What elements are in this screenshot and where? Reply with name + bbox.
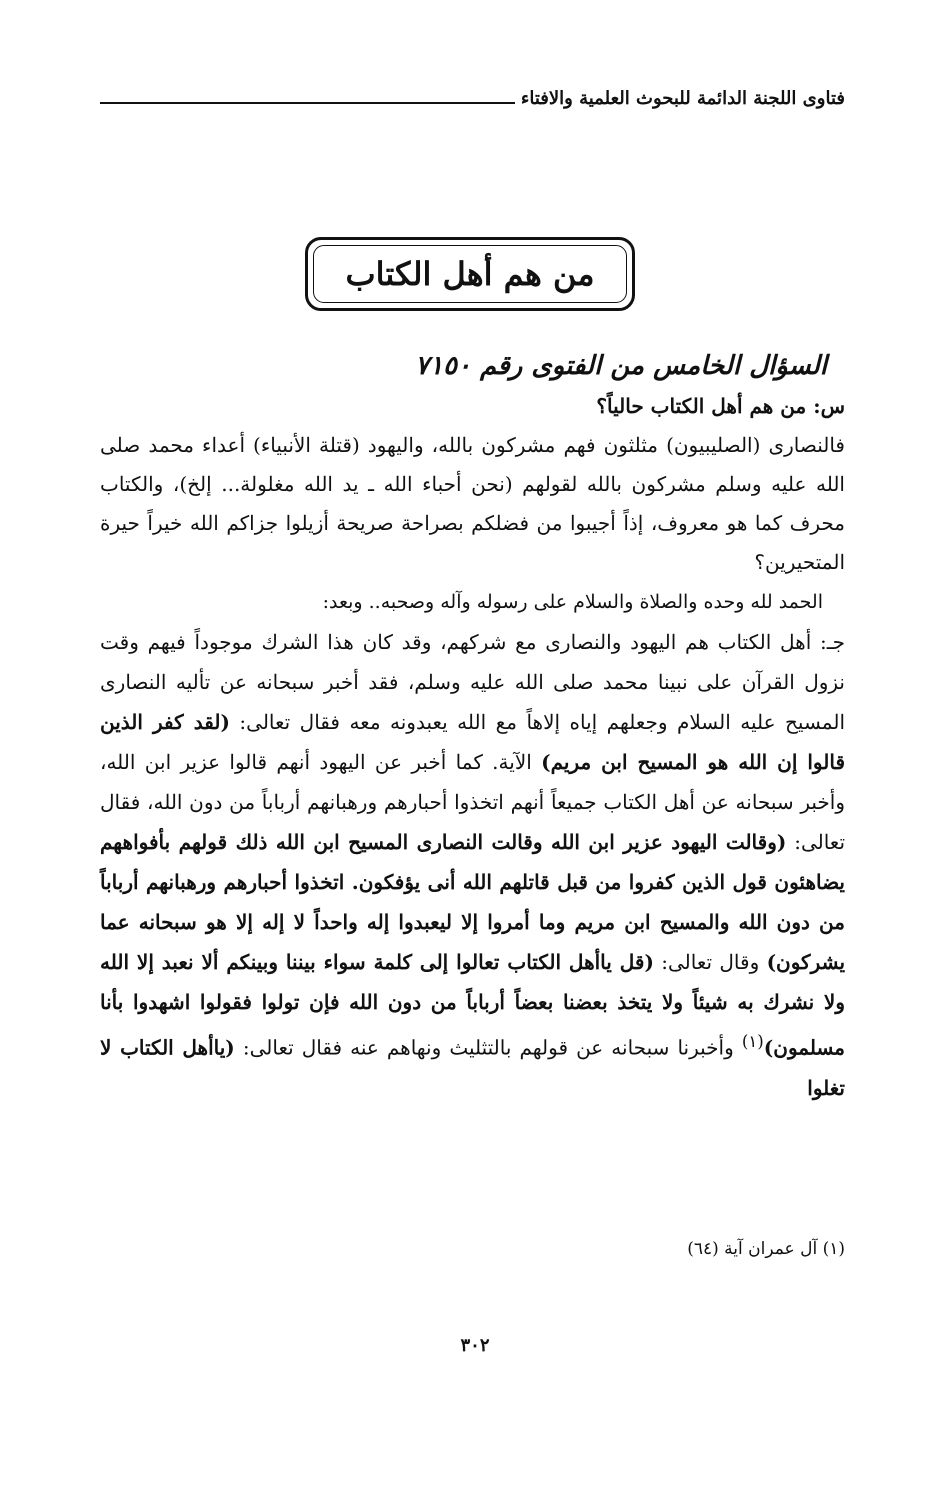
praise-line: الحمد لله وحده والصلاة والسلام على رسوله وآله وصحبه.. وبعد: xyxy=(322,591,823,613)
running-header xyxy=(100,88,845,109)
answer-text-4: وأخبرنا سبحانه عن قولهم بالتثليث ونهاهم عنه فقال تعالى: xyxy=(242,1035,734,1060)
fatwa-reference: السؤال الخامس من الفتوى رقم ٧١٥٠ xyxy=(415,351,827,381)
header-rule xyxy=(100,102,515,104)
section-title-box xyxy=(305,237,635,311)
body-text xyxy=(100,345,845,1108)
footnote-marker: (١) xyxy=(741,1032,764,1051)
answer-text-3: وقال تعالى: xyxy=(661,950,760,974)
running-header-title: فتاوى اللجنة الدائمة للبحوث العلمية والافتاء xyxy=(520,88,845,109)
section-title: من هم أهل الكتاب xyxy=(345,255,595,293)
question-lead: س: من هم أهل الكتاب حالياً؟ xyxy=(596,394,845,418)
page-number: ٣٠٢ xyxy=(460,1335,490,1356)
question-text: فالنصارى (الصليبيون) مثلثون فهم مشركون بالله، واليهود (قتلة الأنبياء) أعداء محمد صلى الله عليه وسلم مشركون بالله لقولهم (نحن أحباء الله ـ يد الله مغلولة... إلخ)، والكتاب محرف كما هو معروف، إذاً أجيبوا من فضلكم بصراحة صريحة أزيلوا جزاكم الله خيراً حيرة المتحيرين؟ xyxy=(100,433,845,574)
answer-text-1: جـ: أهل الكتاب هم اليهود والنصارى مع شركهم، وقد كان هذا الشرك موجوداً فيهم وقت نزول القرآن على نبينا محمد صلى الله عليه وسلم، فقد أخبر سبحانه عن تأليه النصارى المسيح عليه السلام وجعلهم إياه إلاهاً مع الله يعبدونه معه فقال تعالى: xyxy=(100,630,846,734)
quran-verse-2: (وقالت اليهود عزير ابن الله وقالت النصارى المسيح ابن الله ذلك قولهم بأفواههم يضاهئون قول الذين كفروا من قبل قاتلهم الله أنى يؤفكون. اتخذوا أحبارهم ورهبانهم أرباباً من دون الله والمسيح ابن مريم وما أمروا إلا ليعبدوا إله واحداً لا إله إلا هو سبحانه عما يشركون) xyxy=(100,830,846,974)
quran-verse-3: (قل ياأهل الكتاب تعالوا إلى كلمة سواء بيننا وبينكم ألا نعبد إلا الله ولا نشرك به شيئاً ولا يتخذ بعضنا بعضاً أرباباً من دون الله فإن تولوا فقولوا اشهدوا بأنا مسلمون) xyxy=(100,950,846,1060)
footnote xyxy=(100,1236,845,1262)
quran-verse-4: (ياأهل الكتاب لا تغلوا xyxy=(100,1035,845,1100)
answer-paragraph xyxy=(100,622,845,1108)
footnote-text: (١) آل عمران آية (٦٤) xyxy=(687,1239,845,1259)
quran-verse-1: (لقد كفر الذين قالوا إن الله هو المسيح ابن مريم) xyxy=(100,710,846,774)
answer-text-2: الآية. كما أخبر عن اليهود أنهم قالوا عزير ابن الله، وأخبر سبحانه عن أهل الكتاب جميعاً أنهم اتخذوا أحبارهم ورهبانهم أرباباً من دون الله، فقال تعالى: xyxy=(100,750,846,854)
